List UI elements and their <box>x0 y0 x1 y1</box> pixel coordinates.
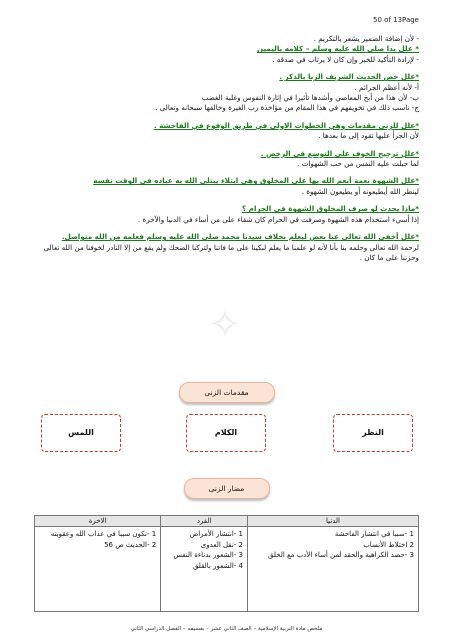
cell-fard: 1 -انتشار الأمراض 2 -نقل العدوى 3 -الشعور بدناءة النفس 4 -الشعور بالقلق <box>161 527 248 612</box>
answer-4: لينظر الله أيطيعونه أو يطيعون الشهوة . <box>301 186 419 196</box>
document-body <box>34 34 419 263</box>
harms-table <box>34 515 419 612</box>
page-number: 50 of 13Page <box>373 16 419 24</box>
prelude-touch: اللمس <box>41 414 121 452</box>
prelude-look: النظر <box>333 414 413 452</box>
question-6: *علل أخفى الله تعالى عنا بعض ليعلم بخلاف سيدنا محمد صلى الله عليه وسلم فعلمه من الله متواصل. <box>61 232 419 242</box>
preludes-title: مقدمات الزنى <box>179 382 275 403</box>
line-1: - لأن إضافة الضمير يشعر بالتكريم . <box>313 34 419 43</box>
cell-dunya: 1 -سببا في انتشار الفاحشة 2 اختلاط الأنساب 3 -حصد الكراهية والحقد لمن أساء الأدب مع الخلق <box>248 527 419 612</box>
answer-5: إذا أسيء استخدام هذه الشهوة وصرفت في الحرام كان شقاء على من أساء في الدنيا والآخرة . <box>137 214 419 224</box>
harms-title: مضار الزنى <box>184 478 270 499</box>
answer-3: لما جبلت عليه النفس من حب الشهوات . <box>297 159 419 169</box>
answer-6: لرحمة الله تعالى وحلمه بنا بأنا لأنه لو علمنا ما يعلم لبكينا على ما فاتنا ولتركنا الضحك ولم يقع من إلا النادر لخوفنا من الله تعالى وحزننا على ما كان . <box>43 242 419 262</box>
answer-1a: أ- لأنه أعظم الجرائم . <box>354 82 419 92</box>
answer-1b: ب- لأن هذا من أبخ المعاصي وأشدها تأثيرا في إثارة النفوس وغلبة الغضب <box>201 93 419 103</box>
header-akhira: الاخرة <box>35 516 161 527</box>
question-4: *علل الشهوة نعمة أنعم الله بها على المخلوق وهي ابتلاء يبتلى الله به عباده في الوقت نفسه <box>93 176 419 186</box>
answer-2: لأن الجرأ عليها تقود إلى ما بعدها . <box>318 131 419 141</box>
answer-1c: ج- ناسب ذلك في تخويفهم في هذا المقام من مؤاخذة رب الغيرة وخالقها سبحانه وتعالى . <box>155 103 419 113</box>
cell-akhira: 1 -تكون سببا في عذاب الله وعقوبته 2 -الحديث ص 56 <box>35 527 161 612</box>
watermark-emblem: ✧ <box>208 302 242 348</box>
page-footer: ملخص مادة التربية الإسلامية – الصف الثاني عشر – بفسيمه – الفصل الدراسي الثاني <box>130 626 323 632</box>
header-fard: الفرد <box>161 516 248 527</box>
question-3: *علل ترجيح الخوف على التوسع في الرخص . <box>260 148 419 158</box>
question-2: *علل للزنى مقدمات وهي الخطوات الاولى في طريق الوقوع في الفاحشة . <box>153 120 419 130</box>
header-dunya: الدنيا <box>248 516 419 527</box>
question-5: *ماذا يحدث لو صرف المخلوق الشهوة في الحرام ؟ <box>242 204 419 214</box>
prelude-speech: الكلام <box>186 414 266 452</box>
question-1: *علل خص الحديث الشريف الزنا بالذكر . <box>279 72 419 82</box>
line-3: - لإرادة التأكيد للخبر وإن كان لا يرتاب في صدقه . <box>272 54 419 64</box>
line-2: * علل يدا صلى الله عليه وسلم – كلامه باليمين <box>257 44 419 54</box>
